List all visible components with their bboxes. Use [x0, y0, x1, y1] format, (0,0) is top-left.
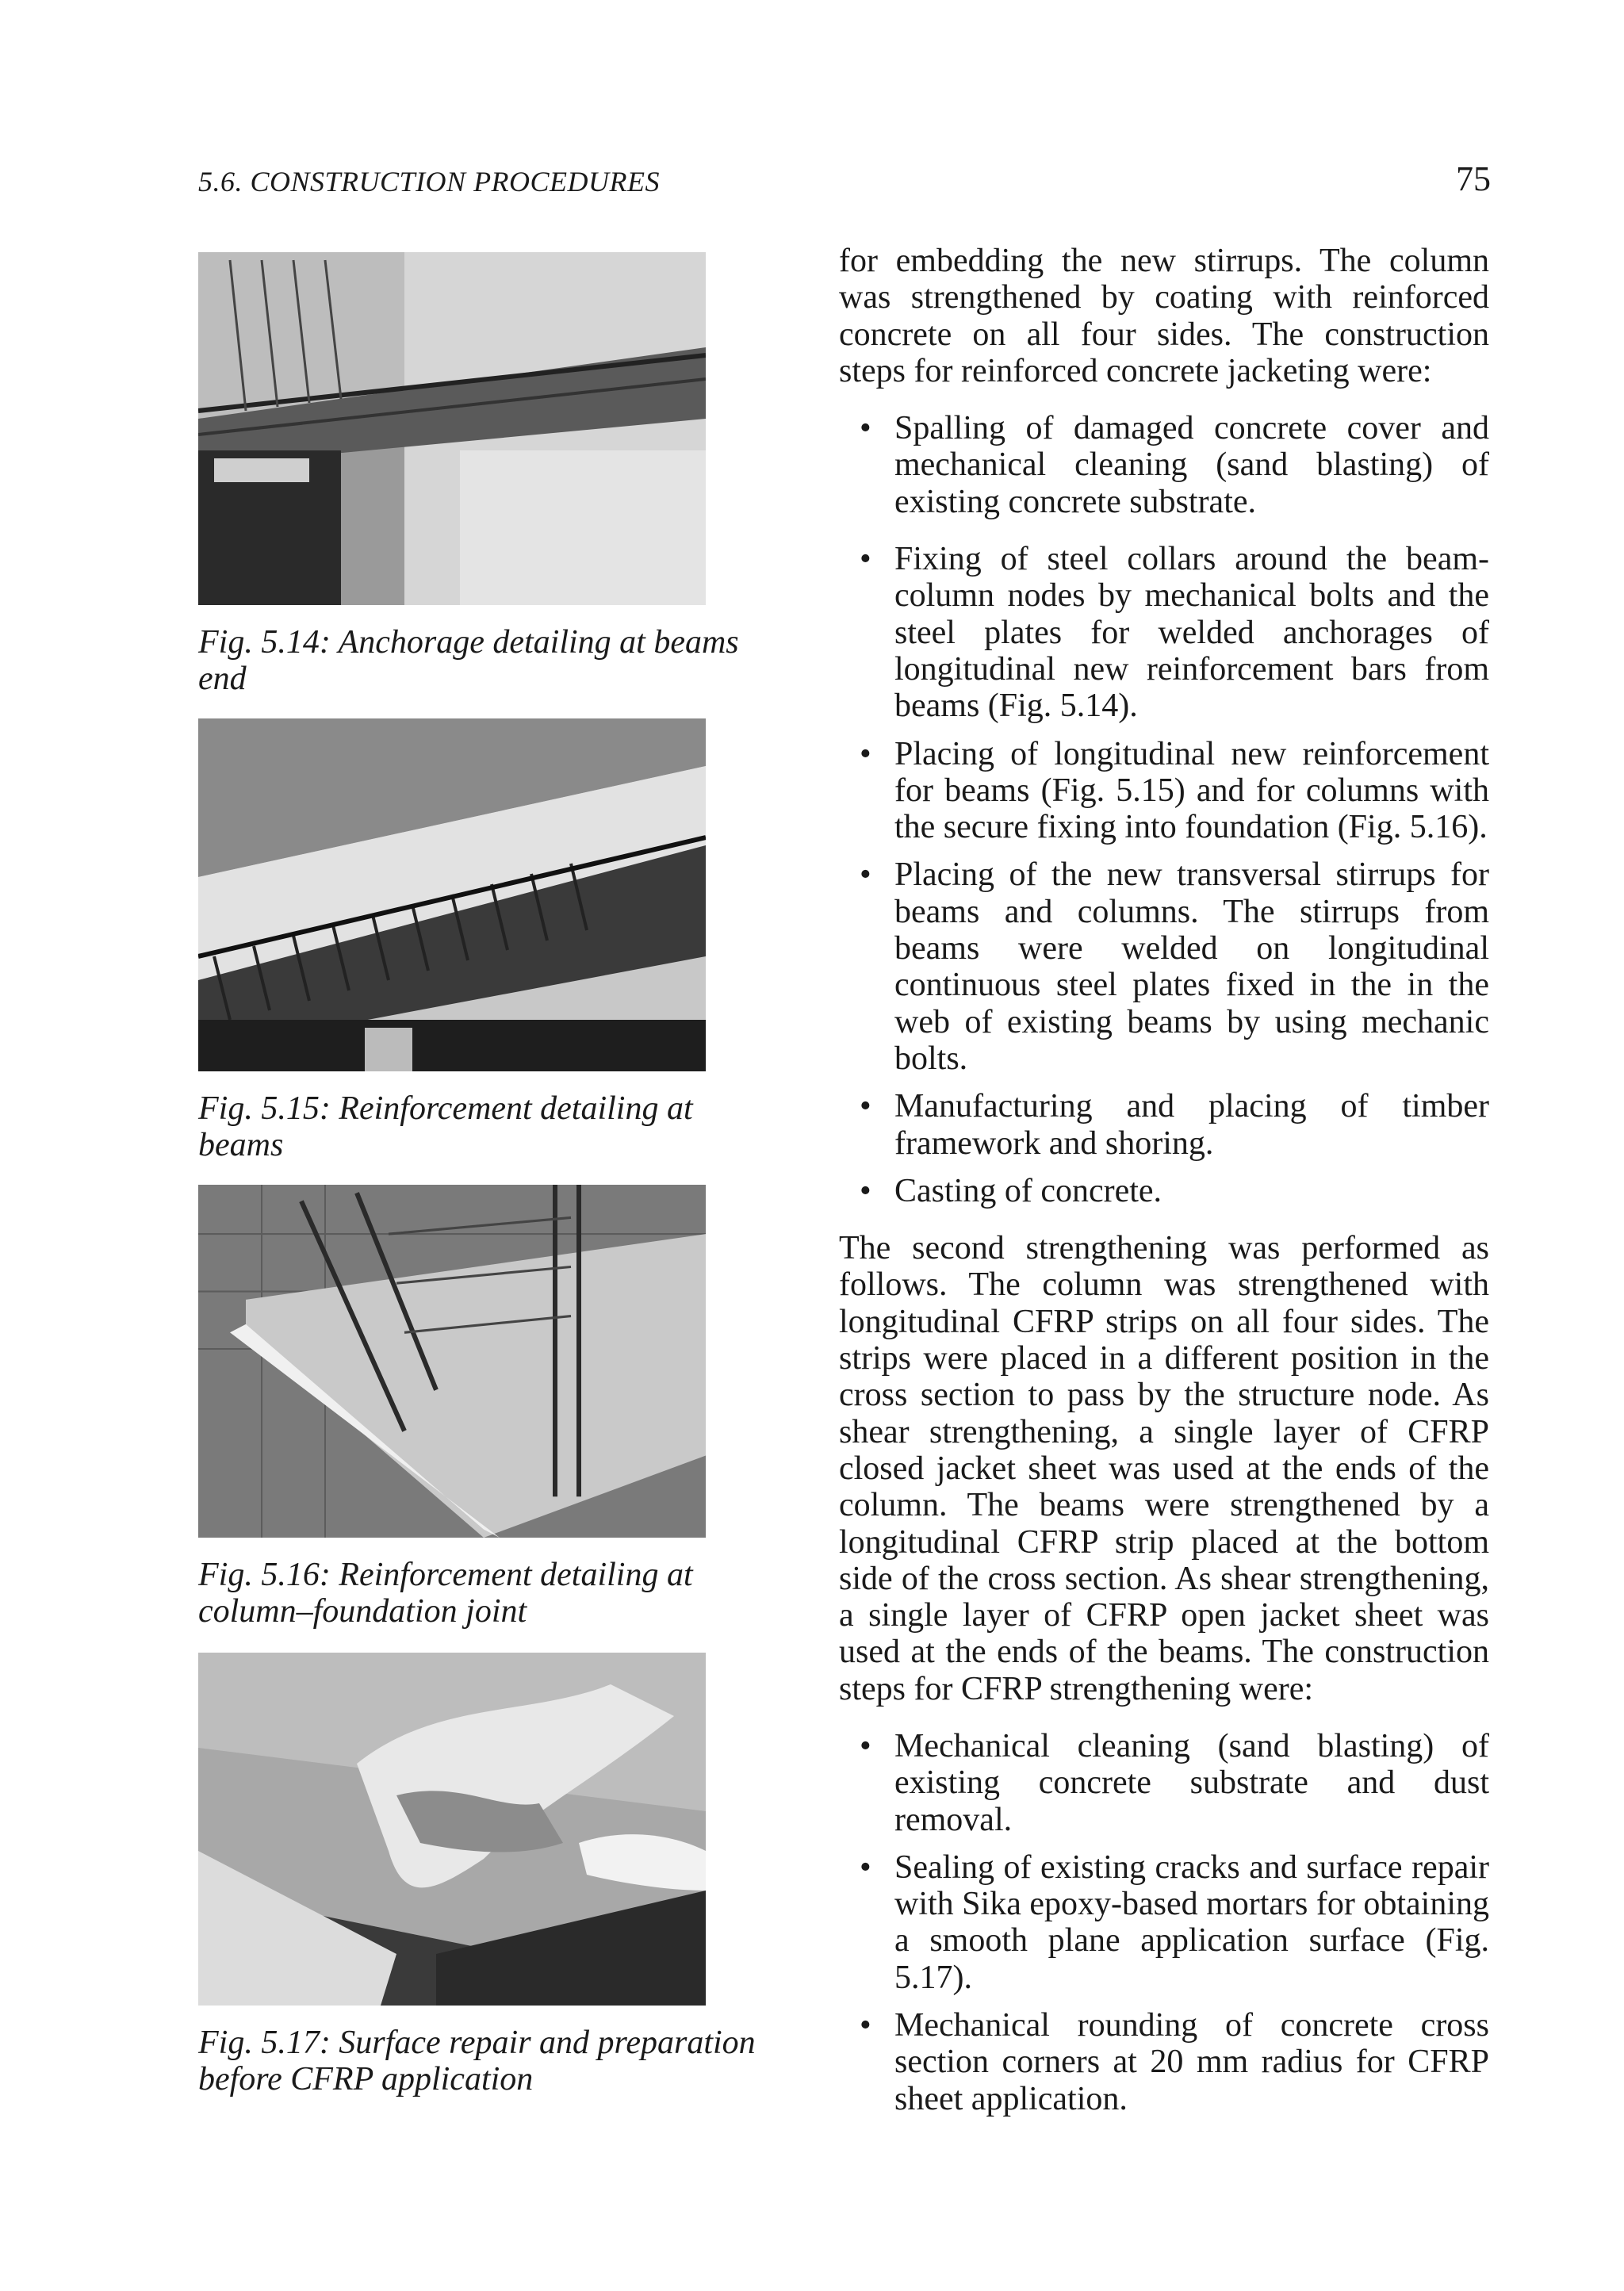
running-header-section: 5.6. CONSTRUCTION PROCEDURES — [198, 166, 661, 197]
figure-caption: Fig. 5.14: Anchorage detailing at beams end — [198, 624, 739, 697]
figure-5-17 — [198, 1653, 785, 2098]
photo-anchorage-detailing — [198, 252, 706, 605]
list-item: • Sealing of existing cracks and surface repair with Sika epoxy-based mortars for obtaining a smooth plane application surface (Fig. 5.17). — [839, 1849, 1489, 1996]
body-text-column — [839, 243, 1489, 2117]
list-item: • Placing of longitudinal new reinforcement for beams (Fig. 5.15) and for columns with the secure fixing into foundation (Fig. 5.16). — [839, 736, 1489, 846]
figure-caption: Fig. 5.17: Surface repair and preparation before CFRP application — [198, 2025, 756, 2098]
figure-5-14 — [198, 252, 785, 697]
list-item: • Mechanical cleaning (sand blasting) of existing concrete substrate and dust removal. — [839, 1728, 1489, 1838]
cfrp-paragraph: The second strengthening was performed as follows. The column was strengthened with longitudinal CFRP strips on all four sides. The strips were placed in a different position in the cross section to pass by the structure node. As shear strengthening, a single layer of CFRP closed jacket sheet was used at the ends of the column. The beams were strengthened by a longitudinal CFRP strip placed at the bottom side of the cross section. As shear strengthening, a single layer of CFRP open jacket sheet was used at the ends of the beams. The construction steps for CFRP strengthening were: — [839, 1230, 1489, 1707]
figure-5-16 — [198, 1185, 785, 1630]
figure-caption: Fig. 5.15: Reinforcement detailing at beams — [198, 1090, 693, 1163]
list-item: • Manufacturing and placing of timber framework and shoring. — [839, 1088, 1489, 1162]
cfrp-strengthening-steps — [839, 1728, 1489, 2117]
list-item: • Mechanical rounding of concrete cross section corners at 20 mm radius for CFRP sheet application. — [839, 2007, 1489, 2117]
page-number: 75 — [1456, 159, 1491, 198]
intro-paragraph: for embedding the new stirrups. The column was strengthened by coating with reinforced concrete on all four sides. The construction steps for reinforced concrete jacketing were: — [839, 243, 1489, 389]
photo-column-foundation-joint — [198, 1185, 706, 1538]
figure-caption: Fig. 5.16: Reinforcement detailing at column–foundation joint — [198, 1557, 693, 1630]
photo-beam-reinforcement — [198, 718, 706, 1071]
list-item: • Fixing of steel collars around the beam-column nodes by mechanical bolts and the steel plates for welded anchorages of longitudinal new reinforcement bars from beams (Fig. 5.14). — [839, 541, 1489, 724]
photo-surface-repair — [198, 1653, 706, 2006]
list-item: • Spalling of damaged concrete cover and mechanical cleaning (sand blasting) of existing concrete substrate. — [839, 410, 1489, 520]
figure-5-15 — [198, 718, 785, 1163]
list-item: • Casting of concrete. — [839, 1173, 1489, 1209]
rc-jacketing-steps — [839, 410, 1489, 1209]
list-item: • Placing of the new transversal stirrups for beams and columns. The stirrups from beams were welded on longitudinal continuous steel plates fixed in the in the web of existing beams by using mechanic bolts. — [839, 856, 1489, 1077]
figure-column — [198, 252, 785, 2098]
